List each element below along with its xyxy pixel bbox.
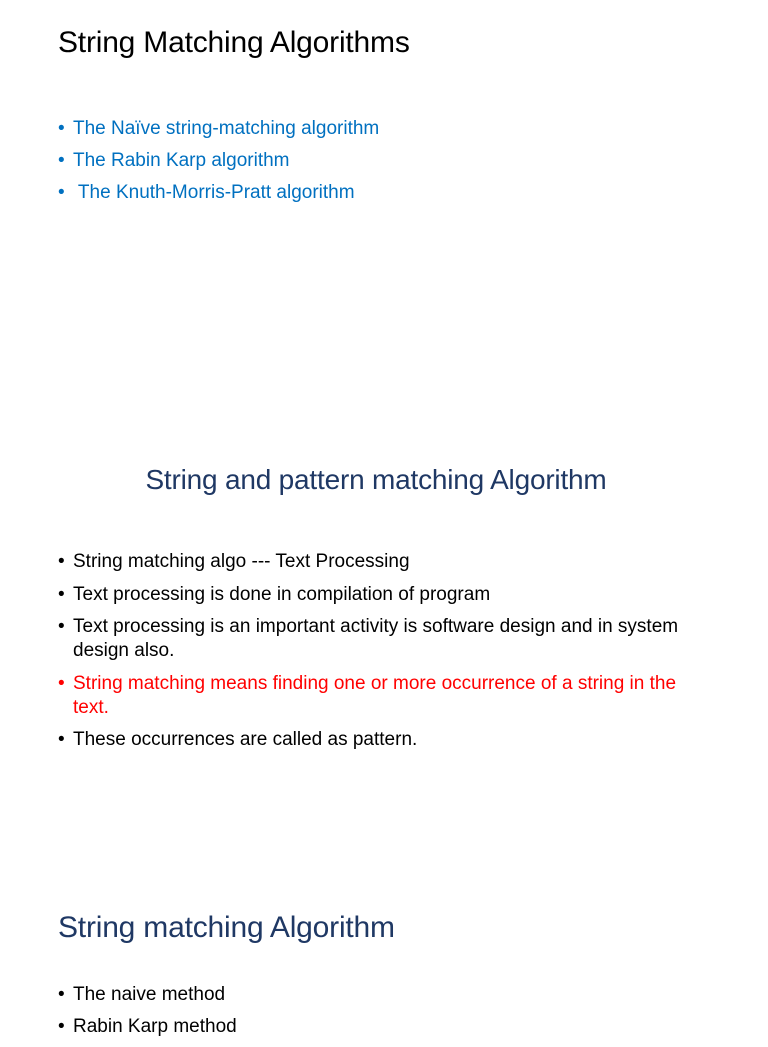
- bullet-icon: •: [58, 616, 65, 637]
- list-item-text: These occurrences are called as pattern.: [73, 729, 418, 750]
- bullet-icon: •: [58, 182, 65, 203]
- bullet-icon: •: [58, 150, 65, 171]
- list-item: [58, 983, 708, 1007]
- section3-title: String matching Algorithm: [58, 911, 395, 944]
- list-item: [58, 1015, 708, 1039]
- section3-list: [58, 983, 708, 1047]
- bullet-icon: •: [58, 583, 65, 605]
- list-item-text: String matching algo --- Text Processing: [73, 551, 410, 572]
- bullet-icon: •: [58, 672, 65, 694]
- bullet-icon: •: [58, 729, 65, 750]
- list-item-text: The Knuth-Morris-Pratt algorithm: [73, 182, 355, 203]
- bullet-icon: •: [58, 1016, 65, 1037]
- bullet-icon: •: [58, 118, 65, 139]
- section1-list: [58, 117, 718, 213]
- list-item: [58, 149, 718, 173]
- bullet-icon: •: [58, 551, 65, 572]
- section1-title: String Matching Algorithms: [58, 26, 410, 59]
- list-item: [58, 181, 718, 205]
- list-item: [58, 583, 708, 607]
- list-item-text: Text processing is an important activity is software design and in system design also.: [73, 616, 679, 661]
- bullet-icon: •: [58, 984, 65, 1005]
- list-item-text: The Rabin Karp algorithm: [73, 150, 290, 171]
- list-item-text: The naive method: [73, 984, 226, 1005]
- list-item: [58, 728, 708, 752]
- list-item: [58, 615, 708, 663]
- list-item-text: The Naïve string-matching algorithm: [73, 118, 380, 139]
- section2-list: [58, 550, 708, 761]
- list-item-text: Rabin Karp method: [73, 1016, 237, 1037]
- list-item: [58, 117, 718, 141]
- section2-title: String and pattern matching Algorithm: [145, 464, 607, 495]
- list-item: [58, 550, 708, 574]
- list-item-text: String matching means finding one or more occurrence of a string in the text.: [73, 672, 677, 718]
- list-item-text: Text processing is done in compilation of program: [73, 583, 491, 605]
- list-item-highlighted: [58, 672, 708, 720]
